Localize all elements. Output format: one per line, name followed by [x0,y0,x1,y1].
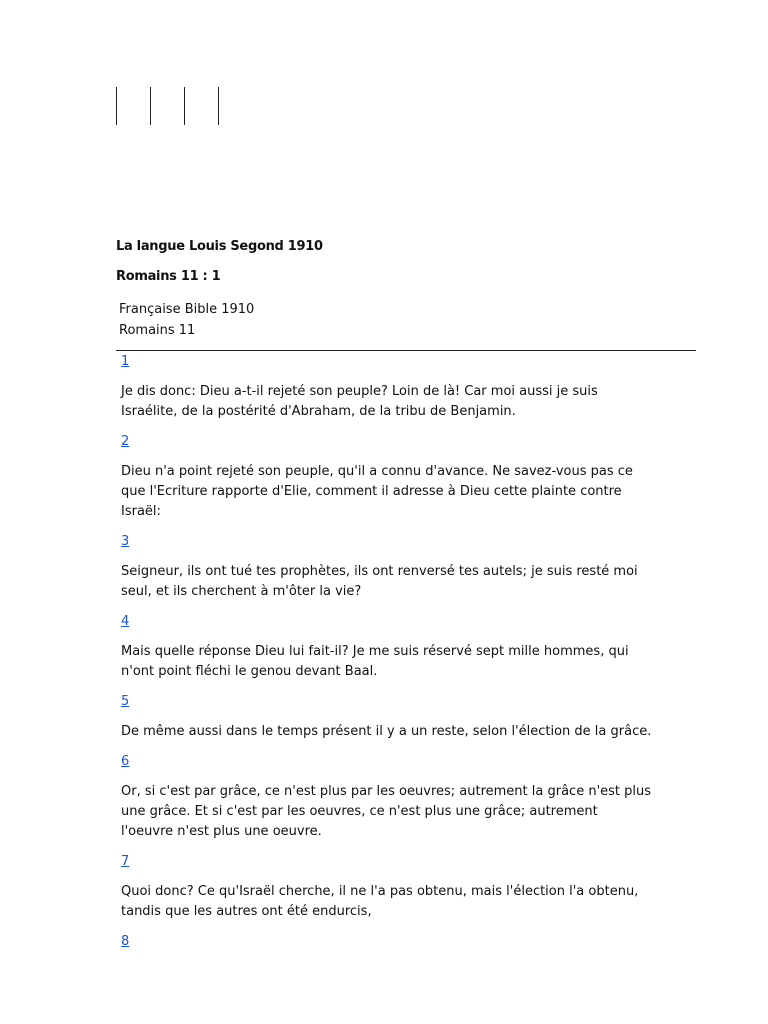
verse-number-link[interactable]: 1 [121,354,130,369]
verse-number-link[interactable]: 5 [121,694,130,709]
verse-text: De même aussi dans le temps présent il y a un reste, selon l'élection de la grâce. [121,724,652,739]
nav-bar-2[interactable] [150,87,151,125]
chapter-label: Romains 11 [119,323,196,338]
verse-number-link[interactable]: 7 [121,854,130,869]
verse-text: Or, si c'est par grâce, ce n'est plus par les oeuvres; autrement la grâce n'est plus une grâce. Et si c'est par les oeuvres, ce n'est plus une grâce; autrement l'oeuvre n'est plus une oeuvre. [121,784,652,839]
language-title: La langue Louis Segond 1910 [116,239,323,254]
verse-number-link[interactable]: 3 [121,534,130,549]
verse-number-link[interactable]: 4 [121,614,130,629]
verse-text: Quoi donc? Ce qu'Israël cherche, il ne l'a pas obtenu, mais l'élection l'a obtenu, tandis que les autres ont été endurcis, [121,884,639,919]
verse-text: Dieu n'a point rejeté son peuple, qu'il a connu d'avance. Ne savez-vous pas ce que l'Ecriture rapporte d'Elie, comment il adresse à Dieu cette plainte contre Israël: [121,464,633,519]
verse-text: Je dis donc: Dieu a-t-il rejeté son peuple? Loin de là! Car moi aussi je suis Israélite, de la postérité d'Abraham, de la tribu de Benjamin. [121,384,598,419]
nav-bar-1[interactable] [116,87,117,125]
version-label: Française Bible 1910 [119,302,255,317]
verse-text: Mais quelle réponse Dieu lui fait-il? Je me suis réservé sept mille hommes, qui n'ont point fléchi le genou devant Baal. [121,644,629,679]
verse-text: Seigneur, ils ont tué tes prophètes, ils ont renversé tes autels; je suis resté moi seul, et ils cherchent à m'ôter la vie? [121,564,638,599]
verse-number-link[interactable]: 8 [121,934,130,949]
verse-number-link[interactable]: 2 [121,434,130,449]
nav-bar-4[interactable] [218,87,219,125]
version-block [119,299,254,341]
verse-list [121,352,653,962]
verse-reference: Romains 11 : 1 [116,269,221,284]
divider [116,350,696,351]
verse-number-link[interactable]: 6 [121,754,130,769]
nav-bar-3[interactable] [184,87,185,125]
